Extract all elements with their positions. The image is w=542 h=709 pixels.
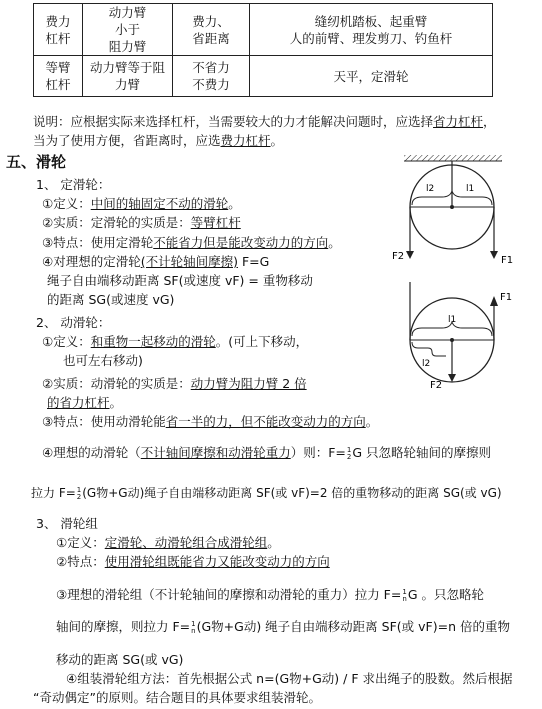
table-row <box>34 4 493 56</box>
label: ④对理想的定滑轮 <box>42 254 141 269</box>
cell-examples: 天平，定滑轮 <box>250 56 493 97</box>
section-title: 滑轮 <box>36 153 67 171</box>
movable-pulley-diagram <box>388 282 538 394</box>
ceiling-hatch <box>404 155 502 161</box>
text: 轴间的摩擦，则拉力 F= <box>56 619 191 634</box>
section-heading <box>6 151 66 172</box>
text: G 。只忽略轮 <box>407 587 484 602</box>
underlined-text: 的省力杠杆 <box>47 395 110 410</box>
label: ④理想的动滑轮（ <box>42 445 141 460</box>
cell-feature: 不省力 不费力 <box>173 56 250 97</box>
underlined-text: 不能省力但是能改变动力的方向 <box>153 235 329 250</box>
fixed-ideal <box>42 252 269 270</box>
cell-condition: 动力臂 小于 阻力臂 <box>83 4 173 56</box>
force-label-f1: F1 <box>500 292 513 303</box>
force-label-f2: F2 <box>430 380 443 391</box>
fixed-definition: ①定义：中间的轴固定不动的滑轮。 <box>42 196 241 211</box>
fraction-half: 1 2 <box>76 485 82 501</box>
note-text: ， <box>483 114 496 129</box>
underlined-text: 省一半的力，但不能改变动力的方向 <box>165 414 366 429</box>
fraction-n: 1 n <box>191 619 196 635</box>
underlined-text: 中间的轴固定不动的滑轮 <box>90 196 229 211</box>
fixed-title: 1、 定滑轮： <box>36 177 111 192</box>
cell-examples: 缝纫机踏板、起重臂 人的前臂、理发剪刀、钓鱼杆 <box>250 4 493 56</box>
label: ①定义： <box>42 196 91 211</box>
fraction-half: 1 2 <box>346 445 352 461</box>
arm-label-l1: l1 <box>448 315 457 325</box>
fixed-feature: ③特点：使用定滑轮不能省力但是能改变动力的方向。 <box>42 235 341 250</box>
block-line2 <box>56 617 510 635</box>
underlined-text: 等臂杠杆 <box>190 215 241 230</box>
lever-table <box>33 3 493 97</box>
text: ③理想的滑轮组（不计轮轴间的摩擦和动滑轮的重力）拉力 F= <box>56 587 402 602</box>
note-text: 。 <box>270 133 284 148</box>
block-feature <box>56 552 330 570</box>
label: ③特点：使用动滑轮能 <box>42 414 166 429</box>
text: G 只忽略轮轴间的摩擦则 <box>352 445 492 460</box>
note-underline: 省力杠杆 <box>433 114 484 129</box>
label: ③特点：使用定滑轮 <box>42 235 154 250</box>
label: 拉力 F= <box>31 486 76 500</box>
note-text: 当为了使用方便，省距离时，应选 <box>33 133 221 148</box>
cell-type: 等臂 杠杆 <box>34 56 83 97</box>
underlined-text: 和重物一起移动的滑轮 <box>90 334 216 349</box>
text: 。(可上下移动， <box>215 334 309 349</box>
movable-pull <box>31 484 502 501</box>
arm-label-l1: l1 <box>466 184 475 194</box>
label: ②实质：动滑轮的实质是： <box>42 376 191 391</box>
underlined-text: 不计轴间摩擦和动滑轮重力 <box>140 445 291 460</box>
fixed-line5: 绳子自由端移动距离 SF(或速度 vF) = 重物移动 <box>47 273 313 288</box>
movable-definition <box>42 332 308 350</box>
section-number: 五、 <box>6 153 37 171</box>
underlined-text: 使用滑轮组既能省力又能改变动力的方向 <box>104 554 330 569</box>
block-title: 3、 滑轮组 <box>36 516 98 531</box>
label: ①定义： <box>56 535 105 550</box>
text: ）则：F= <box>290 445 346 460</box>
block-assemble-1: ④组装滑轮组方法：首先根据公式 n=(G物+G动) / F 求出绳子的股数。然后根据 <box>66 671 513 686</box>
text: (G物+G动) 绳子自由端移动距离 SF(或 vF)=n 倍的重物 <box>196 619 510 634</box>
movable-essence <box>42 374 307 392</box>
fixed-line6: 的距离 SG(或速度 vG) <box>47 292 175 307</box>
fraction-n: 1 n <box>402 587 407 603</box>
note-text: 说明：应根据实际来选择杠杆，当需要较大的力才能解决问题时，应选择 <box>33 114 434 129</box>
force-label-f1: F1 <box>501 255 514 266</box>
table-row <box>34 56 493 97</box>
equation: F=G <box>237 254 270 269</box>
movable-title: 2、 动滑轮： <box>36 315 111 330</box>
cell-feature: 费力、 省距离 <box>173 4 250 56</box>
underlined-text: (不计轮轴间摩擦) <box>140 254 238 269</box>
cell-type: 费力 杠杆 <box>34 4 83 56</box>
block-ideal <box>56 585 484 603</box>
note-underline: 费力杠杆 <box>220 133 271 148</box>
underlined-text: 定滑轮、动滑轮组合成滑轮组 <box>104 535 268 550</box>
label: ①定义： <box>42 334 91 349</box>
arm-label-l2: l2 <box>422 359 431 369</box>
cell-condition: 动力臂等于阻 力臂 <box>83 56 173 97</box>
movable-essence-line2: 的省力杠杆。 <box>47 395 123 410</box>
force-label-f2: F2 <box>392 251 405 262</box>
block-assemble-2: “奇动偶定”的原则。结合题目的具体要求组装滑轮。 <box>33 690 321 705</box>
label: ②实质：定滑轮的实质是： <box>42 215 191 230</box>
arm-label-l2: l2 <box>426 184 435 194</box>
movable-definition-line2: 也可左右移动) <box>63 353 143 368</box>
block-line3: 移动的距离 SG(或 vG) <box>56 652 184 667</box>
note-line-2 <box>33 131 283 149</box>
fixed-pulley-diagram <box>388 155 538 270</box>
block-definition: ①定义：定滑轮、动滑轮组合成滑轮组。 <box>56 535 280 550</box>
text: (G物+G动)绳子自由端移动距离 SF(或 vF)=2 倍的重物移动的距离 SG(或 vG) <box>82 486 502 500</box>
note-line-1 <box>33 112 496 130</box>
underlined-text: 动力臂为阻力臂 2 倍 <box>190 376 307 391</box>
fixed-essence <box>42 213 241 231</box>
label: ②特点： <box>56 554 105 569</box>
movable-feature: ③特点：使用动滑轮能省一半的力，但不能改变动力的方向。 <box>42 414 379 429</box>
movable-ideal <box>42 443 491 461</box>
